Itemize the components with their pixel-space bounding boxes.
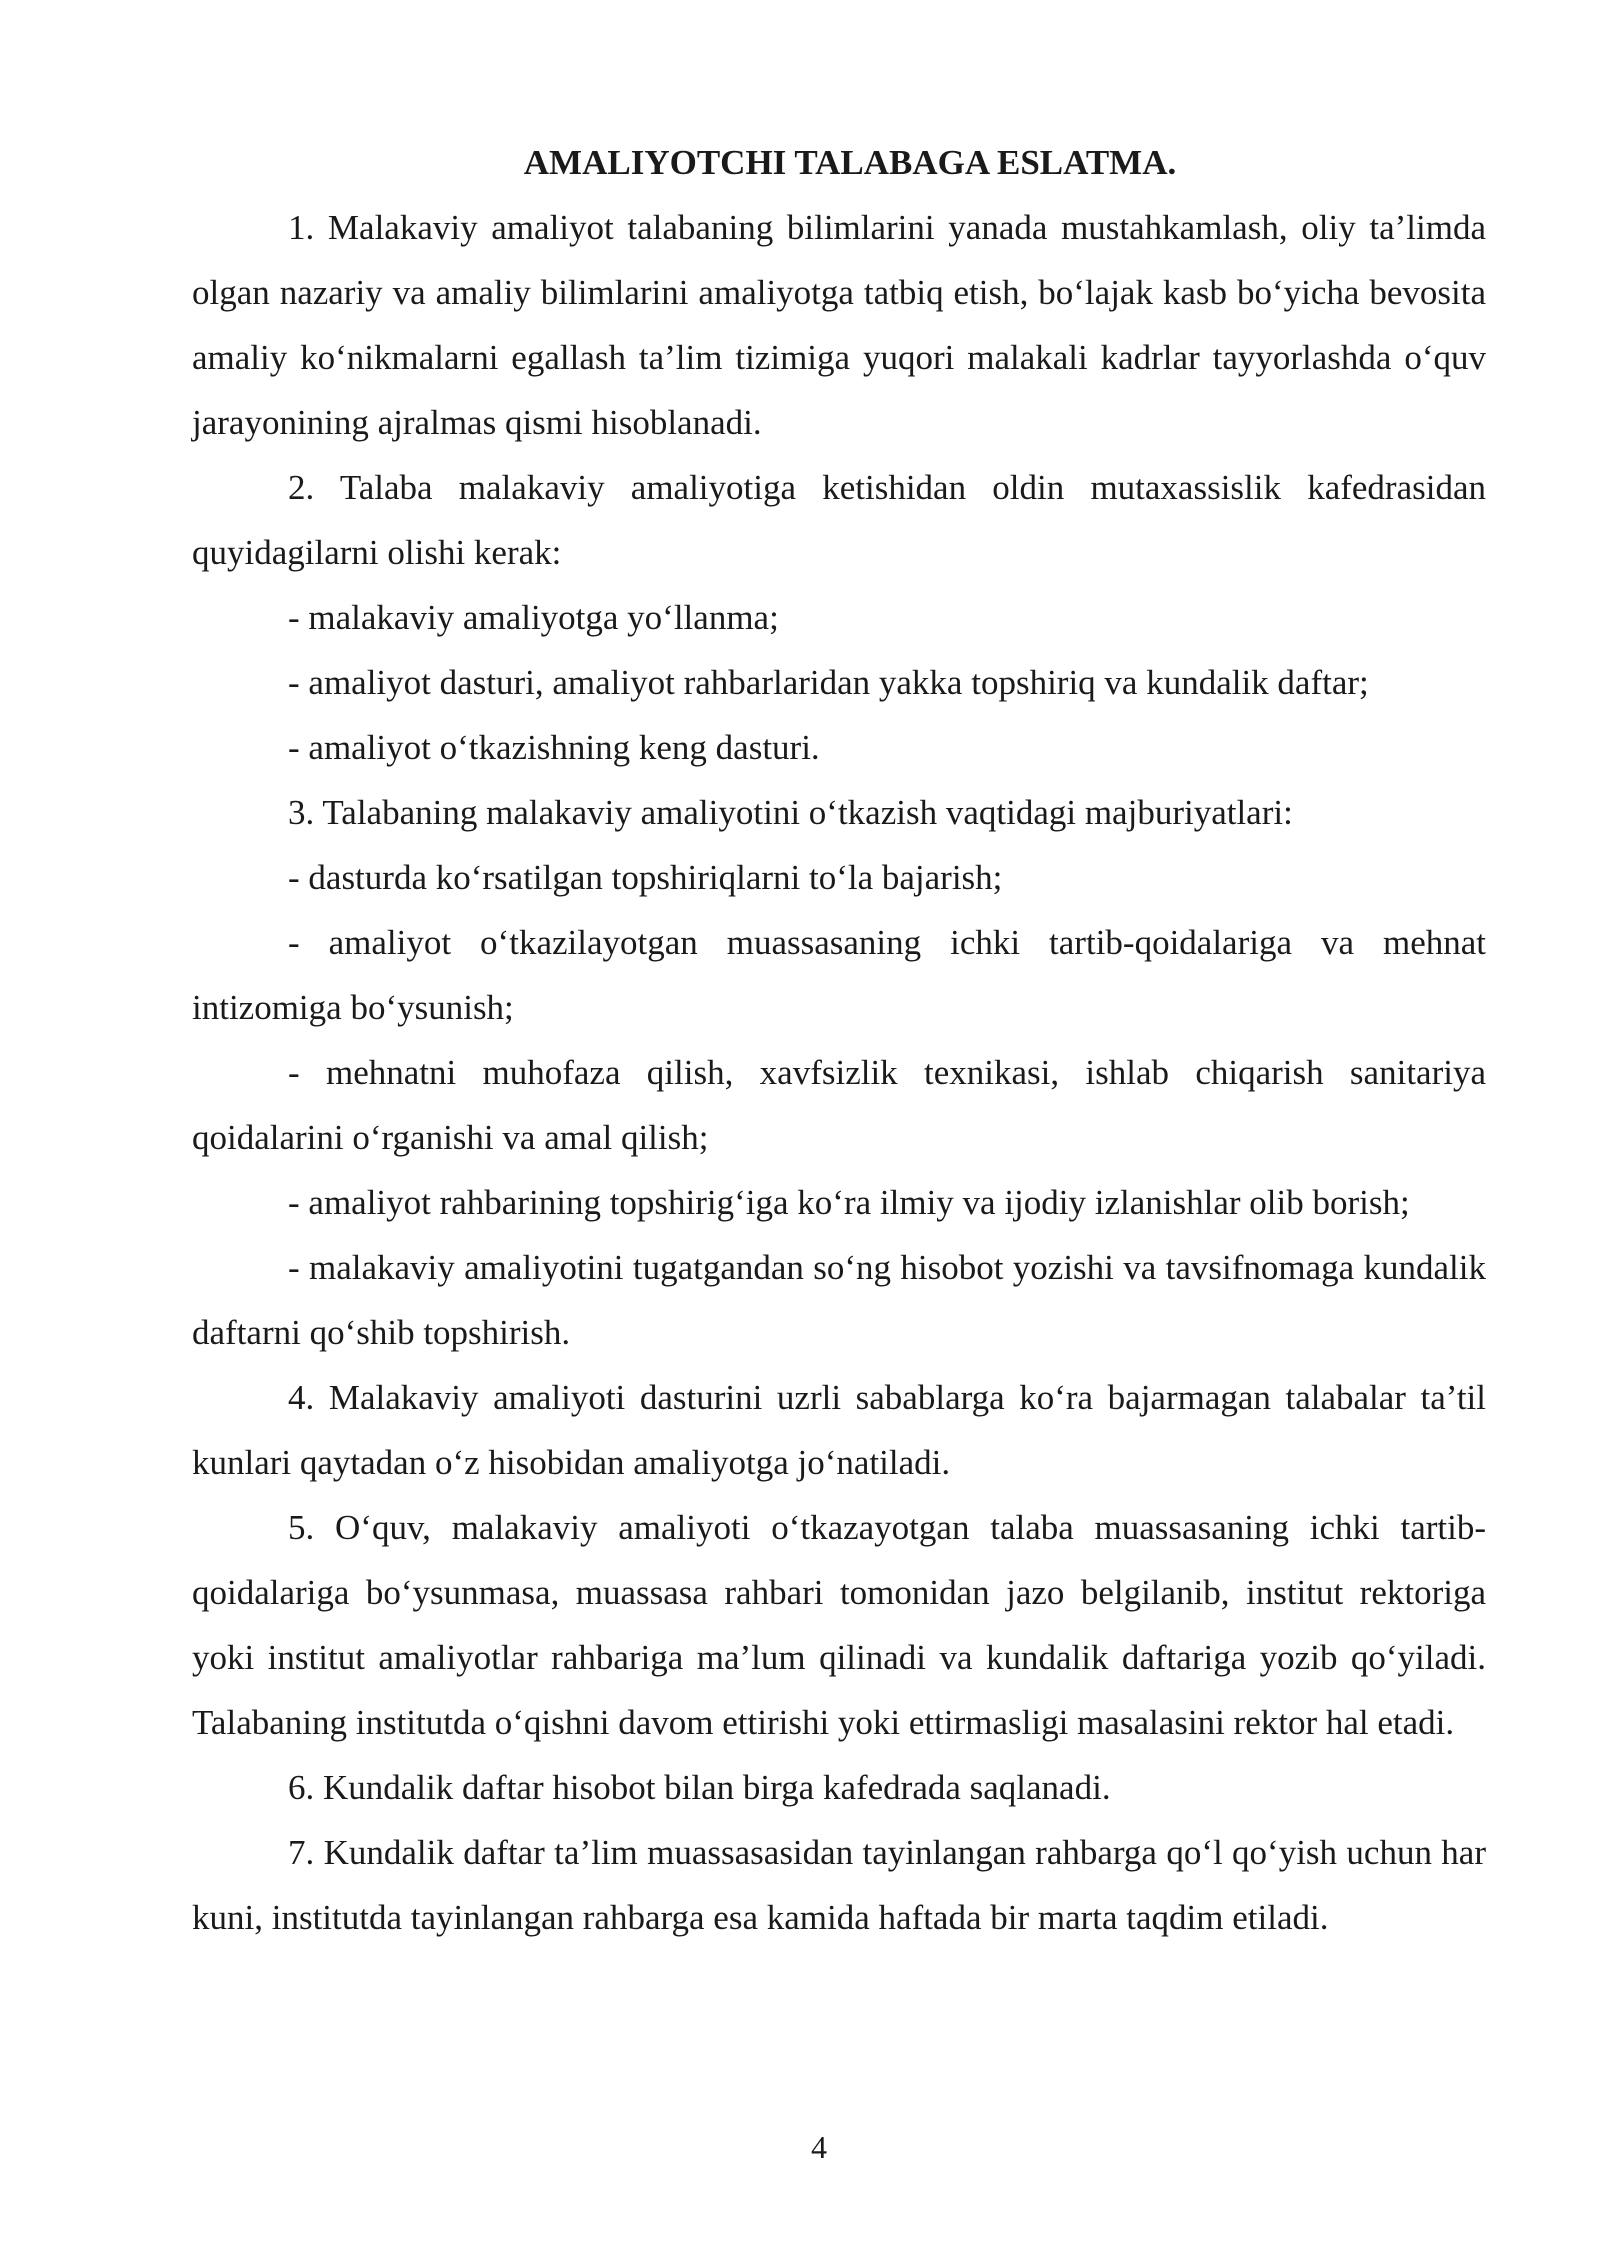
page-number: 4 xyxy=(811,2129,827,2165)
list-item-broad-program: - amaliyot o‘tkazishning keng dasturi. xyxy=(288,728,820,767)
paragraph-5: 5. O‘quv, malakaviy amaliyoti o‘tkazayotgan talaba muassasaning ichki tartib-qoidalariga bo‘ysunmasa, muassasa rahbari tomonidan jazo belgilanib, institut rektoriga yoki institut amaliyotlar rahbariga ma’lum qilinadi va kundalik daftariga yozib qo‘yiladi. Talabaning institutda o‘qishni davom ettirishi yoki ettirmasligi masalasini rektor hal etadi. xyxy=(192,1508,1486,1742)
document-title: AMALIYOTCHI TALABAGA ESLATMA. xyxy=(523,143,1177,182)
paragraph-7: 7. Kundalik daftar ta’lim muassasasidan tayinlangan rahbarga qo‘l qo‘yish uchun har kuni, institutda tayinlangan rahbarga esa kamida haftada bir marta taqdim etiladi. xyxy=(192,1833,1486,1937)
list-item-safety: - mehnatni muhofaza qilish, xavfsizlik texnikasi, ishlab chiqarish sanitariya qoidalarini o‘rganishi va amal qilish; xyxy=(192,1053,1486,1157)
paragraph-4: 4. Malakaviy amaliyoti dasturini uzrli sabablarga ko‘ra bajarmagan talabalar ta’til kunlari qaytadan o‘z hisobidan amaliyotga jo‘natiladi. xyxy=(192,1378,1486,1482)
list-item-referral: - malakaviy amaliyotga yo‘llanma; xyxy=(288,598,779,637)
document-page xyxy=(192,130,1486,1950)
list-item-complete-tasks: - dasturda ko‘rsatilgan topshiriqlarni to‘la bajarish; xyxy=(288,858,1003,897)
list-item-obey-rules: - amaliyot o‘tkazilayotgan muassasaning ichki tartib-qoidalariga va mehnat intizomiga bo‘ysunish; xyxy=(192,923,1486,1027)
list-item-research: - amaliyot rahbarining topshirig‘iga ko‘ra ilmiy va ijodiy izlanishlar olib borish; xyxy=(288,1183,1410,1222)
paragraph-1: 1. Malakaviy amaliyot talabaning bilimlarini yanada mustahkamlash, oliy ta’limda olgan nazariy va amaliy bilimlarini amaliyotga tatbiq etish, bo‘lajak kasb bo‘yicha bevosita amaliy ko‘nikmalarni egallash ta’lim tizimiga yuqori malakali kadrlar tayyorlashda o‘quv jarayonining ajralmas qismi hisoblanadi. xyxy=(192,208,1486,442)
paragraph-2: 2. Talaba malakaviy amaliyotiga ketishidan oldin mutaxassislik kafedrasidan quyidagilarni olishi kerak: xyxy=(192,468,1486,572)
paragraph-3: 3. Talabaning malakaviy amaliyotini o‘tkazish vaqtidagi majburiyatlari: xyxy=(288,793,1293,832)
list-item-report: - malakaviy amaliyotini tugatgandan so‘ng hisobot yozishi va tavsifnomaga kundalik daftarni qo‘shib topshirish. xyxy=(192,1248,1486,1352)
paragraph-6: 6. Kundalik daftar hisobot bilan birga kafedrada saqlanadi. xyxy=(288,1768,1111,1807)
list-item-program: - amaliyot dasturi, amaliyot rahbarlaridan yakka topshiriq va kundalik daftar; xyxy=(288,663,1369,702)
